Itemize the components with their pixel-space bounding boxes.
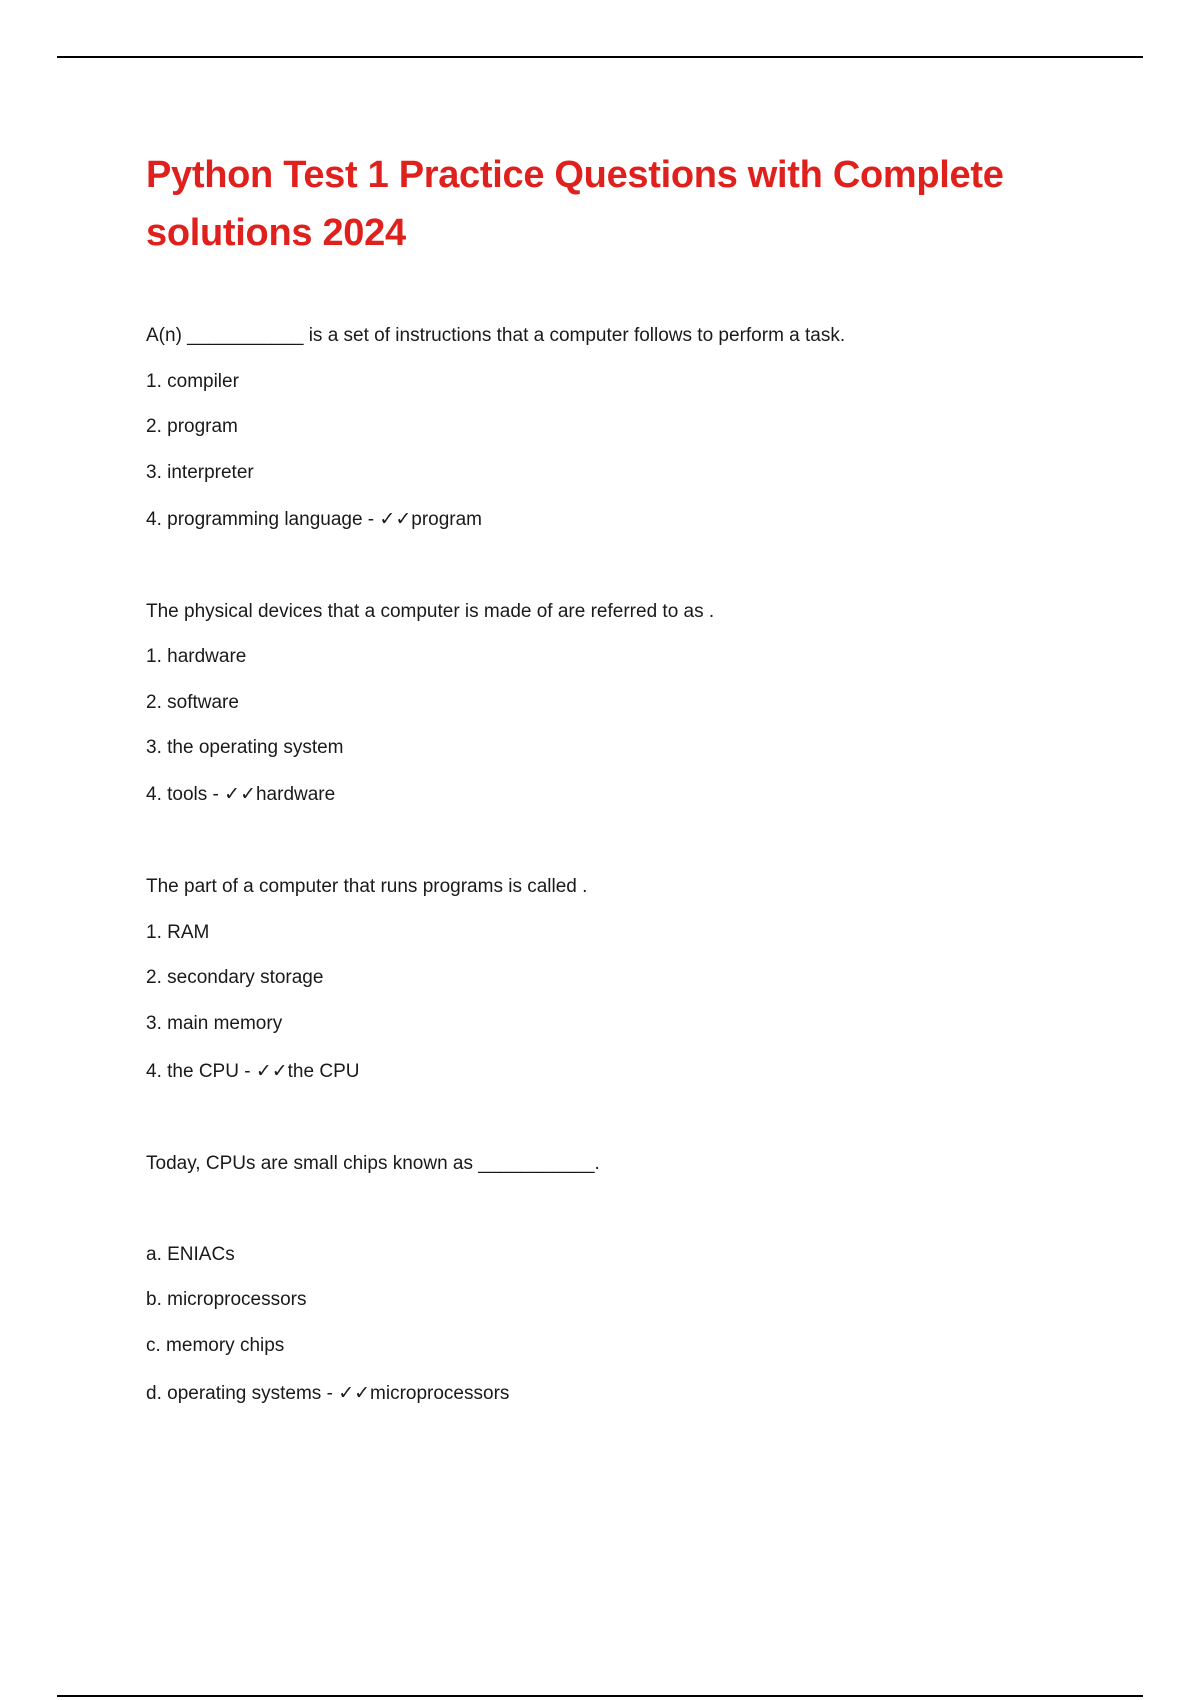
question-4-option-b: b. microprocessors xyxy=(146,1289,307,1310)
top-rule xyxy=(57,56,1143,58)
question-4-option-d-answer: d. operating systems - ✓✓microprocessors xyxy=(146,1383,510,1404)
question-4-option-a: a. ENIACs xyxy=(146,1244,235,1265)
document-title: Python Test 1 Practice Questions with Complete solutions 2024 xyxy=(146,154,1004,254)
question-3-prompt: The part of a computer that runs programs is called . xyxy=(146,876,588,897)
question-2-prompt: The physical devices that a computer is made of are referred to as . xyxy=(146,601,715,622)
question-4-prompt: Today, CPUs are small chips known as ___________. xyxy=(146,1153,600,1174)
question-1-prompt: A(n) ___________ is a set of instructions that a computer follows to perform a task. xyxy=(146,325,846,346)
question-2-option-2: 2. software xyxy=(146,692,239,713)
question-3-option-3: 3. main memory xyxy=(146,1013,283,1034)
question-1-option-1: 1. compiler xyxy=(146,371,239,392)
question-4-option-c: c. memory chips xyxy=(146,1335,285,1356)
question-2-option-1: 1. hardware xyxy=(146,646,247,667)
question-3-option-4-answer: 4. the CPU - ✓✓the CPU xyxy=(146,1061,360,1082)
question-2-option-3: 3. the operating system xyxy=(146,737,344,758)
question-2-option-4-answer: 4. tools - ✓✓hardware xyxy=(146,784,336,805)
question-3-option-2: 2. secondary storage xyxy=(146,967,324,988)
question-1-option-2: 2. program xyxy=(146,416,238,437)
question-1-option-4-answer: 4. programming language - ✓✓program xyxy=(146,509,482,530)
question-3-option-1: 1. RAM xyxy=(146,922,210,943)
bottom-rule xyxy=(57,1695,1143,1697)
question-1-option-3: 3. interpreter xyxy=(146,462,254,483)
